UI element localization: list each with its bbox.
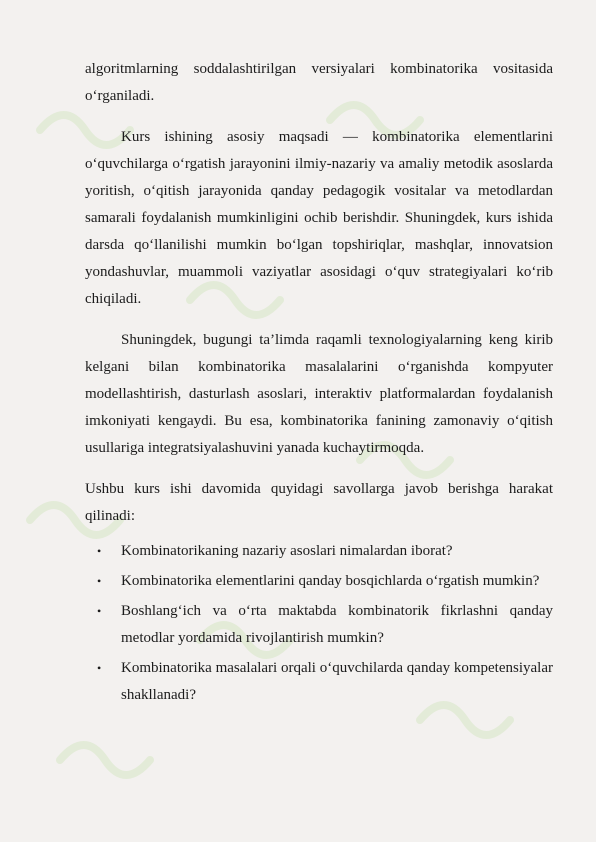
list-item-text: Kombinatorika masalalari orqali o‘quvchilarda qanday kompetensiyalar shakllanadi? — [121, 660, 553, 703]
list-item — [85, 538, 553, 565]
paragraph-3: Shuningdek, bugungi ta’limda raqamli texnologiyalarning keng kirib kelgani bilan kombinatorika masalalarini o‘rganishda kompyuter modellashtirish, dasturlash asoslari, interaktiv platformalardan foydalanish imkoniyati kengaydi. Bu esa, kombinatorika fanining zamonaviy o‘qitish usullariga integratsiyalashuvini yanada kuchaytirmoqda. — [85, 332, 553, 456]
bullet-icon: • — [97, 661, 102, 675]
paragraph-4: Ushbu kurs ishi davomida quyidagi savollarga javob berishga harakat qilinadi: — [85, 481, 553, 524]
questions-list — [85, 538, 553, 709]
list-item-text: Kombinatorikaning nazariy asoslari nimalardan iborat? — [121, 543, 453, 559]
list-item — [85, 655, 553, 709]
bullet-icon: • — [97, 604, 102, 618]
bullet-icon: • — [97, 544, 102, 558]
list-item-text: Kombinatorika elementlarini qanday bosqichlarda o‘rgatish mumkin? — [121, 573, 540, 589]
document-body — [85, 56, 553, 712]
list-item — [85, 568, 553, 595]
list-item-text: Boshlang‘ich va o‘rta maktabda kombinatorik fikrlashni qanday metodlar yordamida rivojlantirish mumkin? — [121, 603, 553, 646]
paragraph-1: algoritmlarning soddalashtirilgan versiyalari kombinatorika vositasida o‘rganiladi. — [85, 61, 553, 104]
list-item — [85, 598, 553, 652]
bullet-icon: • — [97, 574, 102, 588]
paragraph-2: Kurs ishining asosiy maqsadi — kombinatorika elementlarini o‘quvchilarga o‘rgatish jarayonini ilmiy-nazariy va amaliy metodik asoslarda yoritish, o‘qitish jarayonida qanday pedagogik vositalar va metodlardan samarali foydalanish mumkinligini ochib berishdir. Shuningdek, kurs ishida darsda qo‘llanilishi mumkin bo‘lgan topshiriqlar, mashqlar, innovatsion yondashuvlar, muammoli vaziyatlar asosidagi o‘quv strategiyalari ko‘rib chiqiladi. — [85, 129, 553, 307]
